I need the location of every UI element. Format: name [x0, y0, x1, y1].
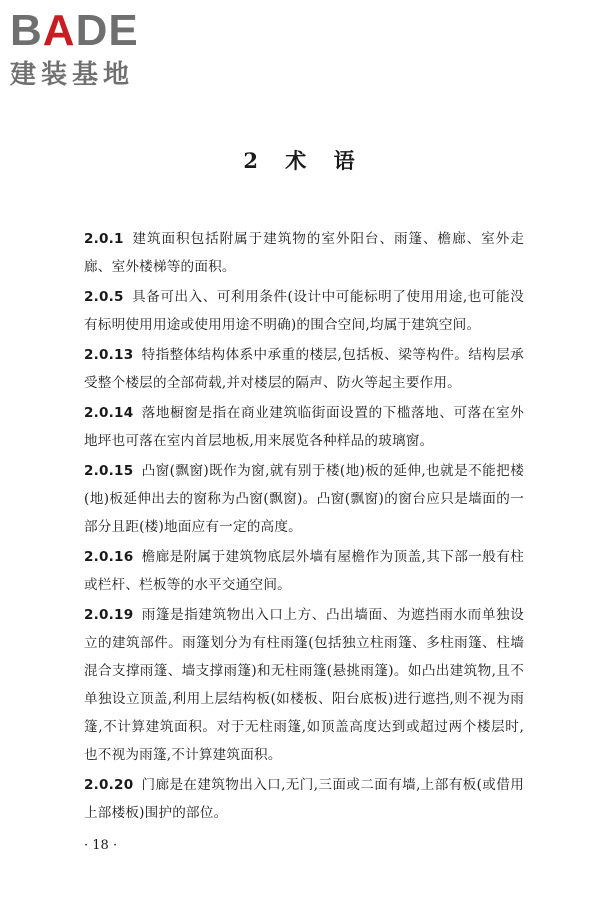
clause-2-0-14: [84, 399, 524, 455]
clause-2-0-16: [84, 543, 524, 599]
logo-subtitle: 建装基地: [10, 60, 135, 90]
clause-number: 2.0.13: [84, 347, 134, 363]
clause-number: 2.0.5: [84, 289, 124, 305]
clause-text: 雨篷是指建筑物出入口上方、凸出墙面、为遮挡雨水而单独设立的建筑部件。雨篷划分为有柱雨篷(包括独立柱雨篷、多柱雨篷、柱墙混合支撑雨篷、墙支撑雨篷)和无柱雨篷(悬挑雨篷)。如凸出建筑物,且不单独设立顶盖,利用上层结构板(如楼板、阳台底板)进行遮挡,则不视为雨篷,不计算建筑面积。对于无柱雨篷,如顶盖高度达到或超过两个楼层时,也不视为雨篷,不计算建筑面积。: [84, 607, 524, 763]
clause-text: 门廊是在建筑物出入口,无门,三面或二面有墙,上部有板(或借用上部楼板)围护的部位。: [84, 777, 524, 821]
clause-text: 凸窗(飘窗)既作为窗,就有别于楼(地)板的延伸,也就是不能把楼(地)板延伸出去的窗称为凸窗(飘窗)。凸窗(飘窗)的窗台应只是墙面的一部分且距(楼)地面应有一定的高度。: [84, 463, 524, 535]
logo-wordmark: BADE: [10, 6, 139, 55]
clause-list: [84, 225, 524, 829]
clause-number: 2.0.1: [84, 231, 124, 247]
chapter-title: 2 术 语: [243, 148, 357, 173]
clause-number: 2.0.15: [84, 463, 134, 479]
clause-number: 2.0.14: [84, 405, 134, 421]
clause-2-0-1: [84, 225, 524, 281]
clause-text: 落地橱窗是指在商业建筑临街面设置的下槛落地、可落在室外地坪也可落在室内首层地板,用来展览各种样品的玻璃窗。: [84, 405, 524, 449]
clause-text: 檐廊是附属于建筑物底层外墙有屋檐作为顶盖,其下部一般有柱或栏杆、栏板等的水平交通空间。: [84, 549, 524, 593]
clause-number: 2.0.19: [84, 607, 134, 623]
page-number: · 18 ·: [84, 838, 118, 853]
clause-2-0-13: [84, 341, 524, 397]
clause-text: 建筑面积包括附属于建筑物的室外阳台、雨篷、檐廊、室外走廊、室外楼梯等的面积。: [84, 231, 524, 275]
clause-2-0-19: [84, 601, 524, 769]
clause-number: 2.0.16: [84, 549, 134, 565]
clause-2-0-15: [84, 457, 524, 541]
brand-logo: [10, 8, 180, 92]
clause-text: 具备可出入、可利用条件(设计中可能标明了使用用途,也可能没有标明使用用途或使用用途不明确)的围合空间,均属于建筑空间。: [84, 289, 524, 333]
clause-2-0-5: [84, 283, 524, 339]
clause-number: 2.0.20: [84, 777, 134, 793]
clause-2-0-20: [84, 771, 524, 827]
clause-text: 特指整体结构体系中承重的楼层,包括板、梁等构件。结构层承受整个楼层的全部荷载,并对楼层的隔声、防火等起主要作用。: [84, 347, 524, 391]
